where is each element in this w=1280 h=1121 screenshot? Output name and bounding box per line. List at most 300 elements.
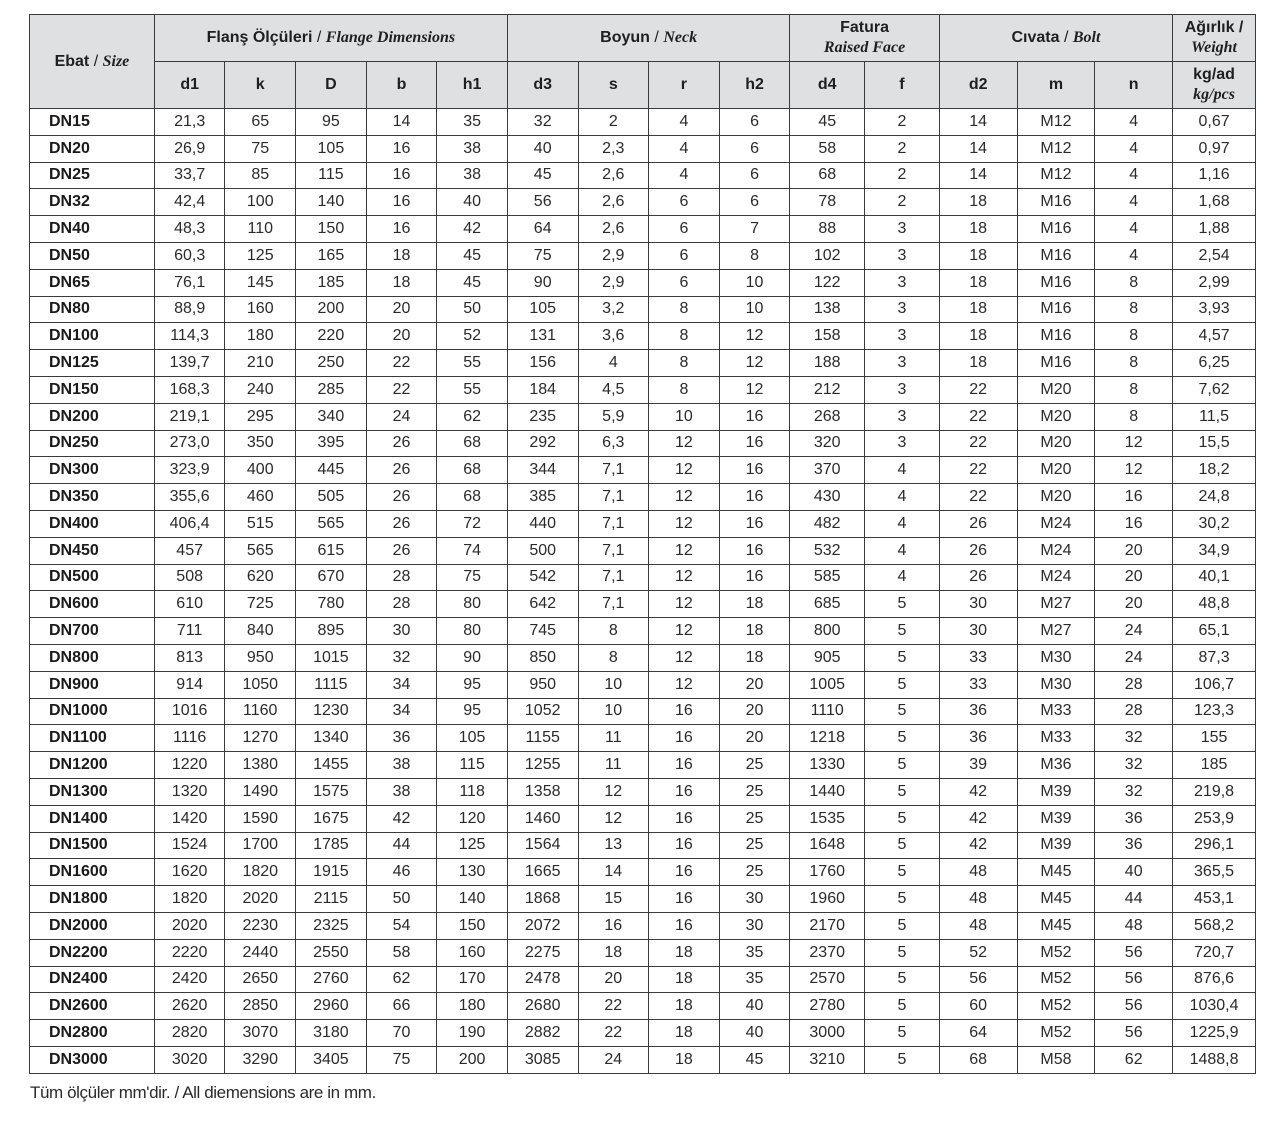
table-cell: 3 [865, 269, 940, 296]
table-cell: 4 [649, 135, 720, 162]
table-cell: 905 [790, 644, 865, 671]
table-cell: 21,3 [154, 109, 225, 136]
row-size-cell: DN2200 [30, 939, 155, 966]
table-cell: 30 [719, 912, 790, 939]
table-cell: 12 [719, 350, 790, 377]
row-size-cell: DN900 [30, 671, 155, 698]
table-cell: 2 [865, 135, 940, 162]
table-cell: 3 [865, 403, 940, 430]
table-cell: 2850 [225, 993, 296, 1020]
table-cell: 720,7 [1173, 939, 1256, 966]
table-cell: 40 [719, 993, 790, 1020]
table-cell: 950 [225, 644, 296, 671]
table-cell: 568,2 [1173, 912, 1256, 939]
table-cell: 35 [719, 939, 790, 966]
row-size-cell: DN2600 [30, 993, 155, 1020]
table-cell: 10 [719, 269, 790, 296]
row-size-cell: DN1500 [30, 832, 155, 859]
table-cell: M20 [1017, 484, 1095, 511]
table-cell: 16 [719, 457, 790, 484]
table-row [30, 430, 1256, 457]
table-cell: 25 [719, 832, 790, 859]
table-cell: 2780 [790, 993, 865, 1020]
table-cell: 2370 [790, 939, 865, 966]
table-cell: 1155 [507, 725, 578, 752]
table-cell: 2220 [154, 939, 225, 966]
table-cell: 3 [865, 296, 940, 323]
table-cell: 54 [366, 912, 437, 939]
table-cell: 1218 [790, 725, 865, 752]
table-cell: 515 [225, 510, 296, 537]
table-cell: 16 [366, 189, 437, 216]
table-cell: 40,1 [1173, 564, 1256, 591]
table-cell: 340 [296, 403, 367, 430]
table-cell: 4,57 [1173, 323, 1256, 350]
table-cell: 38 [366, 752, 437, 779]
table-cell: 20 [366, 323, 437, 350]
table-cell: 118 [437, 778, 508, 805]
table-cell: 12 [649, 484, 720, 511]
table-cell: 585 [790, 564, 865, 591]
table-cell: 106,7 [1173, 671, 1256, 698]
table-cell: 16 [719, 564, 790, 591]
table-cell: 1820 [154, 886, 225, 913]
table-cell: 65,1 [1173, 618, 1256, 645]
table-cell: 16 [1095, 484, 1173, 511]
table-cell: 4 [649, 109, 720, 136]
table-cell: 12 [719, 323, 790, 350]
row-size-cell: DN50 [30, 242, 155, 269]
col-header-h2: h2 [719, 62, 790, 109]
table-cell: 18 [939, 350, 1017, 377]
table-cell: 6,25 [1173, 350, 1256, 377]
table-cell: 105 [507, 296, 578, 323]
table-cell: 1960 [790, 886, 865, 913]
row-size-cell: DN40 [30, 216, 155, 243]
table-cell: 440 [507, 510, 578, 537]
table-cell: 184 [507, 376, 578, 403]
table-cell: 16 [1095, 510, 1173, 537]
table-cell: 4 [1095, 216, 1173, 243]
table-cell: 5 [865, 1046, 940, 1073]
table-cell: 2,6 [578, 162, 649, 189]
table-cell: 2,9 [578, 269, 649, 296]
flange-table-container [29, 14, 1256, 1074]
table-cell: 22 [939, 430, 1017, 457]
table-cell: 12 [649, 537, 720, 564]
table-cell: 56 [1095, 993, 1173, 1020]
table-cell: 15 [578, 886, 649, 913]
table-cell: 110 [225, 216, 296, 243]
table-cell: 120 [437, 805, 508, 832]
table-cell: 3070 [225, 1020, 296, 1047]
table-cell: 4 [865, 457, 940, 484]
table-cell: 3 [865, 350, 940, 377]
table-cell: M52 [1017, 939, 1095, 966]
table-cell: 296,1 [1173, 832, 1256, 859]
table-cell: 56 [1095, 966, 1173, 993]
table-cell: 52 [939, 939, 1017, 966]
table-cell: 75 [437, 564, 508, 591]
table-cell: 16 [719, 510, 790, 537]
table-cell: 7,1 [578, 564, 649, 591]
table-cell: 12 [649, 671, 720, 698]
table-cell: 28 [366, 564, 437, 591]
table-cell: 6 [719, 162, 790, 189]
table-cell: 1,16 [1173, 162, 1256, 189]
table-cell: 2 [865, 189, 940, 216]
table-cell: 165 [296, 242, 367, 269]
row-size-cell: DN100 [30, 323, 155, 350]
row-size-cell: DN80 [30, 296, 155, 323]
table-cell: 32 [366, 644, 437, 671]
table-row [30, 859, 1256, 886]
table-cell: 6 [719, 109, 790, 136]
table-cell: M45 [1017, 886, 1095, 913]
table-cell: 20 [1095, 591, 1173, 618]
row-size-cell: DN20 [30, 135, 155, 162]
table-cell: 131 [507, 323, 578, 350]
table-cell: 4 [1095, 109, 1173, 136]
table-cell: 42 [939, 778, 1017, 805]
table-cell: 56 [1095, 939, 1173, 966]
table-cell: 1050 [225, 671, 296, 698]
table-cell: 18 [649, 966, 720, 993]
table-cell: 45 [437, 242, 508, 269]
table-cell: 36 [1095, 832, 1173, 859]
col-header-n: n [1095, 62, 1173, 109]
table-cell: 8 [1095, 350, 1173, 377]
table-cell: 18 [719, 644, 790, 671]
table-cell: 56 [1095, 1020, 1173, 1047]
table-cell: 1915 [296, 859, 367, 886]
row-size-cell: DN1000 [30, 698, 155, 725]
table-cell: M24 [1017, 510, 1095, 537]
table-cell: 78 [790, 189, 865, 216]
table-cell: 14 [366, 109, 437, 136]
table-cell: 285 [296, 376, 367, 403]
table-cell: 620 [225, 564, 296, 591]
table-row [30, 886, 1256, 913]
table-cell: 122 [790, 269, 865, 296]
table-cell: M12 [1017, 109, 1095, 136]
table-cell: 95 [296, 109, 367, 136]
table-cell: 188 [790, 350, 865, 377]
table-cell: 125 [225, 242, 296, 269]
table-header [30, 15, 1256, 109]
table-row [30, 403, 1256, 430]
table-cell: 40 [1095, 859, 1173, 886]
weight-header: Ağırlık / Weight [1173, 15, 1256, 62]
table-cell: 12 [649, 591, 720, 618]
table-cell: 140 [437, 886, 508, 913]
table-cell: 34 [366, 698, 437, 725]
table-cell: 48 [939, 912, 1017, 939]
table-cell: 18 [366, 242, 437, 269]
table-cell: 4 [865, 484, 940, 511]
table-cell: 6 [649, 269, 720, 296]
table-cell: 2115 [296, 886, 367, 913]
col-header-h1: h1 [437, 62, 508, 109]
table-row [30, 242, 1256, 269]
table-row [30, 484, 1256, 511]
table-row [30, 1020, 1256, 1047]
table-cell: 125 [437, 832, 508, 859]
table-cell: 5 [865, 886, 940, 913]
table-cell: 24,8 [1173, 484, 1256, 511]
table-cell: 75 [507, 242, 578, 269]
table-cell: 344 [507, 457, 578, 484]
table-cell: 48,8 [1173, 591, 1256, 618]
table-cell: 3 [865, 430, 940, 457]
footnote-en: All diemensions are in mm. [182, 1083, 376, 1102]
table-cell: 16 [719, 484, 790, 511]
table-cell: 20 [719, 725, 790, 752]
table-cell: M39 [1017, 832, 1095, 859]
table-cell: 18 [649, 1046, 720, 1073]
table-cell: 3180 [296, 1020, 367, 1047]
table-cell: 62 [437, 403, 508, 430]
table-row [30, 752, 1256, 779]
table-cell: 5 [865, 591, 940, 618]
table-cell: 75 [366, 1046, 437, 1073]
table-cell: 40 [437, 189, 508, 216]
table-cell: M30 [1017, 644, 1095, 671]
table-cell: 457 [154, 537, 225, 564]
table-cell: 400 [225, 457, 296, 484]
table-cell: 100 [225, 189, 296, 216]
table-cell: 240 [225, 376, 296, 403]
table-cell: 185 [296, 269, 367, 296]
table-cell: 48 [939, 859, 1017, 886]
table-cell: 44 [1095, 886, 1173, 913]
table-cell: 160 [437, 939, 508, 966]
table-cell: 18 [719, 618, 790, 645]
table-cell: 11 [578, 752, 649, 779]
table-cell: 2072 [507, 912, 578, 939]
table-cell: 5 [865, 698, 940, 725]
table-cell: 72 [437, 510, 508, 537]
table-row [30, 564, 1256, 591]
table-cell: 11 [578, 725, 649, 752]
table-cell: 1460 [507, 805, 578, 832]
table-cell: 2 [578, 109, 649, 136]
col-header-weight-unit: kg/ad kg/pcs [1173, 62, 1256, 109]
table-cell: 565 [296, 510, 367, 537]
table-cell: 55 [437, 350, 508, 377]
table-cell: 42,4 [154, 189, 225, 216]
table-cell: 22 [939, 484, 1017, 511]
table-cell: 20 [578, 966, 649, 993]
table-cell: 1340 [296, 725, 367, 752]
table-cell: 1868 [507, 886, 578, 913]
table-cell: 11,5 [1173, 403, 1256, 430]
table-cell: 7 [719, 216, 790, 243]
table-cell: M12 [1017, 162, 1095, 189]
table-cell: 610 [154, 591, 225, 618]
table-cell: 895 [296, 618, 367, 645]
table-cell: 16 [366, 135, 437, 162]
table-cell: 14 [939, 135, 1017, 162]
table-cell: 18 [939, 296, 1017, 323]
table-cell: 2,6 [578, 216, 649, 243]
table-cell: 130 [437, 859, 508, 886]
flange-dimensions-table [29, 14, 1256, 1074]
row-size-cell: DN150 [30, 376, 155, 403]
table-cell: 2478 [507, 966, 578, 993]
table-cell: 711 [154, 618, 225, 645]
table-cell: 2170 [790, 912, 865, 939]
table-cell: 12 [649, 457, 720, 484]
table-cell: 88 [790, 216, 865, 243]
table-cell: 10 [578, 698, 649, 725]
table-cell: M20 [1017, 403, 1095, 430]
table-cell: 6 [719, 189, 790, 216]
table-cell: 123,3 [1173, 698, 1256, 725]
table-cell: 18 [939, 269, 1017, 296]
table-cell: 30 [719, 886, 790, 913]
row-size-cell: DN2800 [30, 1020, 155, 1047]
table-cell: M12 [1017, 135, 1095, 162]
table-cell: 48 [1095, 912, 1173, 939]
row-size-cell: DN15 [30, 109, 155, 136]
row-size-cell: DN250 [30, 430, 155, 457]
row-size-cell: DN3000 [30, 1046, 155, 1073]
table-cell: 76,1 [154, 269, 225, 296]
table-cell: 1675 [296, 805, 367, 832]
table-cell: 34 [366, 671, 437, 698]
table-cell: 36 [366, 725, 437, 752]
table-cell: 24 [366, 403, 437, 430]
table-cell: 50 [366, 886, 437, 913]
table-cell: 138 [790, 296, 865, 323]
table-cell: 30,2 [1173, 510, 1256, 537]
table-cell: 70 [366, 1020, 437, 1047]
table-cell: 25 [719, 805, 790, 832]
table-cell: 170 [437, 966, 508, 993]
col-header-b: b [366, 62, 437, 109]
table-cell: 1590 [225, 805, 296, 832]
col-header-d1: d1 [154, 62, 225, 109]
footnote [30, 1083, 376, 1103]
row-size-cell: DN200 [30, 403, 155, 430]
table-cell: M20 [1017, 430, 1095, 457]
table-cell: 26 [939, 510, 1017, 537]
table-cell: 508 [154, 564, 225, 591]
table-cell: 68 [437, 457, 508, 484]
table-cell: 2,9 [578, 242, 649, 269]
row-size-cell: DN1800 [30, 886, 155, 913]
table-cell: 12 [649, 510, 720, 537]
table-cell: 1490 [225, 778, 296, 805]
table-cell: 22 [939, 403, 1017, 430]
table-cell: 5 [865, 778, 940, 805]
table-cell: 1110 [790, 698, 865, 725]
table-cell: 6 [719, 135, 790, 162]
table-cell: 40 [507, 135, 578, 162]
table-cell: 16 [649, 859, 720, 886]
table-cell: 18 [939, 323, 1017, 350]
table-cell: 200 [296, 296, 367, 323]
table-cell: 22 [366, 376, 437, 403]
table-cell: 1820 [225, 859, 296, 886]
table-cell: 22 [366, 350, 437, 377]
table-cell: 95 [437, 698, 508, 725]
col-header-d4: d4 [790, 62, 865, 109]
table-cell: 1116 [154, 725, 225, 752]
table-cell: 150 [437, 912, 508, 939]
table-cell: 56 [507, 189, 578, 216]
table-cell: 219,8 [1173, 778, 1256, 805]
table-cell: 2,3 [578, 135, 649, 162]
table-cell: 87,3 [1173, 644, 1256, 671]
table-cell: 60 [939, 993, 1017, 1020]
table-row [30, 350, 1256, 377]
table-cell: 5 [865, 671, 940, 698]
table-cell: 25 [719, 778, 790, 805]
table-cell: 38 [437, 135, 508, 162]
table-row [30, 698, 1256, 725]
table-cell: 2650 [225, 966, 296, 993]
table-cell: 5 [865, 805, 940, 832]
table-cell: 26 [366, 510, 437, 537]
table-cell: 1005 [790, 671, 865, 698]
table-cell: 80 [437, 591, 508, 618]
table-cell: 7,1 [578, 457, 649, 484]
table-cell: 253,9 [1173, 805, 1256, 832]
table-cell: M16 [1017, 242, 1095, 269]
table-cell: 185 [1173, 752, 1256, 779]
table-cell: 3 [865, 376, 940, 403]
table-row [30, 323, 1256, 350]
table-cell: 58 [790, 135, 865, 162]
raised-face-header: Fatura Raised Face [790, 15, 939, 62]
table-cell: M16 [1017, 189, 1095, 216]
table-cell: 2440 [225, 939, 296, 966]
row-size-cell: DN25 [30, 162, 155, 189]
table-cell: 32 [1095, 752, 1173, 779]
row-size-cell: DN500 [30, 564, 155, 591]
table-cell: 5 [865, 966, 940, 993]
table-cell: 2230 [225, 912, 296, 939]
col-header-k: k [225, 62, 296, 109]
table-cell: 8 [1095, 296, 1173, 323]
table-cell: 370 [790, 457, 865, 484]
table-cell: 140 [296, 189, 367, 216]
table-cell: 55 [437, 376, 508, 403]
table-cell: 42 [437, 216, 508, 243]
table-cell: 5,9 [578, 403, 649, 430]
table-cell: 16 [719, 537, 790, 564]
table-cell: M39 [1017, 778, 1095, 805]
table-cell: M52 [1017, 966, 1095, 993]
table-cell: 2882 [507, 1020, 578, 1047]
table-cell: 2570 [790, 966, 865, 993]
col-header-d2: d2 [939, 62, 1017, 109]
table-cell: 7,62 [1173, 376, 1256, 403]
table-cell: 50 [437, 296, 508, 323]
table-cell: 1115 [296, 671, 367, 698]
table-cell: 914 [154, 671, 225, 698]
table-cell: 1665 [507, 859, 578, 886]
table-cell: 4 [1095, 135, 1173, 162]
table-row [30, 644, 1256, 671]
table-cell: 1358 [507, 778, 578, 805]
table-cell: 18 [939, 189, 1017, 216]
table-cell: 18 [939, 242, 1017, 269]
table-cell: 532 [790, 537, 865, 564]
table-cell: 35 [437, 109, 508, 136]
